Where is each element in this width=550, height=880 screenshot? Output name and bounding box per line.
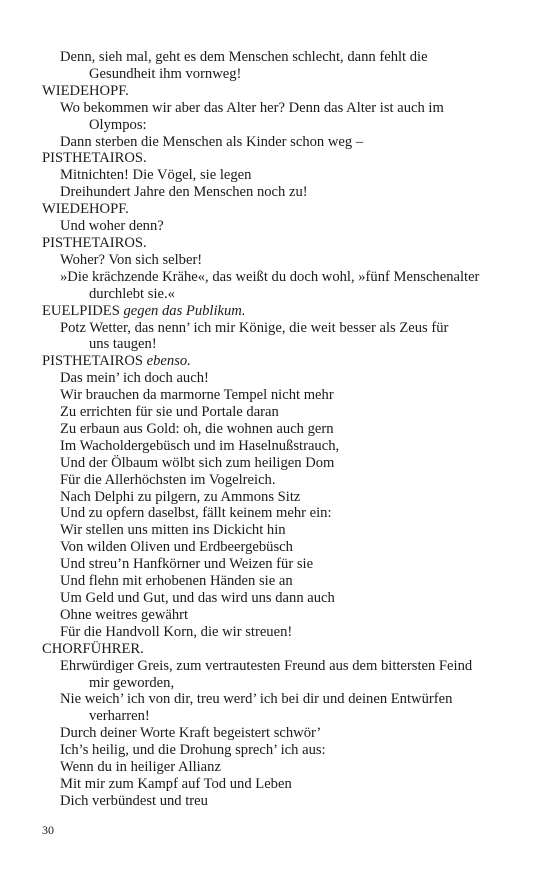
line-text: WIEDEHOPF. xyxy=(42,82,129,99)
line-text: Und flehn mit erhobenen Händen sie an xyxy=(60,573,293,590)
line-text: Durch deiner Worte Kraft begeistert schwör’ xyxy=(60,725,322,742)
line-text: Gesundheit ihm vornweg! xyxy=(89,65,242,82)
speaker-name xyxy=(42,235,522,252)
line-text: Dreihundert Jahre den Menschen noch zu! xyxy=(60,184,308,201)
line-text: Ohne weitres gewährt xyxy=(60,606,189,623)
line-text: PISTHETAIROS. xyxy=(42,234,147,251)
play-text xyxy=(42,49,522,810)
line-text: mir geworden, xyxy=(89,674,175,691)
speaker-name xyxy=(42,201,522,218)
line-text: Im Wacholdergebüsch und im Haselnußstrauch, xyxy=(60,437,340,454)
line-text: Olympos: xyxy=(89,116,147,133)
line-text: Nie weich’ ich von dir, treu werd’ ich bei dir und deinen Entwürfen xyxy=(60,691,453,708)
verse-line xyxy=(42,776,522,793)
line-text: Und woher denn? xyxy=(60,218,164,235)
line-text: WIEDEHOPF. xyxy=(42,201,129,218)
stage-direction: ebenso. xyxy=(146,353,191,370)
verse-line xyxy=(42,455,522,472)
speaker-name xyxy=(42,641,522,658)
speaker-name xyxy=(42,150,522,167)
line-text: Woher? Von sich selber! xyxy=(60,251,203,268)
verse-line xyxy=(42,269,522,286)
verse-line xyxy=(42,438,522,455)
line-text: Dann sterben die Menschen als Kinder schon weg – xyxy=(60,133,364,150)
verse-line xyxy=(42,489,522,506)
line-text: Mitnichten! Die Vögel, sie legen xyxy=(60,167,252,184)
speaker-name xyxy=(42,83,522,100)
line-text: Denn, sieh mal, geht es dem Menschen schlecht, dann fehlt die xyxy=(60,49,428,65)
line-text: Potz Wetter, das nenn’ ich mir Könige, die weit besser als Zeus für xyxy=(60,319,449,336)
verse-line xyxy=(42,573,522,590)
verse-continuation xyxy=(42,117,522,134)
line-text: Dich verbündest und treu xyxy=(60,792,208,809)
verse-line xyxy=(42,793,522,810)
verse-continuation xyxy=(42,336,522,353)
verse-line xyxy=(42,387,522,404)
line-text: »Die krächzende Krähe«, das weißt du doch wohl, »fünf Menschenalter xyxy=(60,268,480,285)
line-text: durchlebt sie.« xyxy=(89,285,175,302)
line-text: PISTHETAIROS xyxy=(42,353,143,370)
line-text: EUELPIDES xyxy=(42,302,120,319)
stage-direction: gegen das Publikum. xyxy=(123,302,246,319)
line-text: CHORFÜHRER. xyxy=(42,640,144,657)
verse-line xyxy=(42,759,522,776)
verse-line xyxy=(42,421,522,438)
line-text: uns taugen! xyxy=(89,336,157,353)
line-text: Zu erbaun aus Gold: oh, die wohnen auch gern xyxy=(60,420,334,437)
verse-line xyxy=(42,100,522,117)
line-text: verharren! xyxy=(89,708,150,725)
line-text: Von wilden Oliven und Erdbeergebüsch xyxy=(60,539,293,556)
page-number: 30 xyxy=(42,823,54,837)
verse-continuation xyxy=(42,66,522,83)
verse-line xyxy=(42,472,522,489)
verse-line xyxy=(42,556,522,573)
verse-line xyxy=(42,539,522,556)
verse-continuation xyxy=(42,286,522,303)
verse-line xyxy=(42,184,522,201)
verse-line xyxy=(42,134,522,151)
verse-line xyxy=(42,49,522,66)
verse-line xyxy=(42,252,522,269)
verse-line xyxy=(42,404,522,421)
line-text: Und streu’n Hanfkörner und Weizen für sie xyxy=(60,556,314,573)
line-text: Und der Ölbaum wölbt sich zum heiligen Dom xyxy=(60,454,335,471)
line-text: Und zu opfern daselbst, fällt keinem mehr ein: xyxy=(60,505,332,522)
verse-continuation xyxy=(42,708,522,725)
verse-line xyxy=(42,742,522,759)
line-text: Wir stellen uns mitten ins Dickicht hin xyxy=(60,522,286,539)
verse-line xyxy=(42,370,522,387)
line-text: Ehrwürdiger Greis, zum vertrautesten Freund aus dem bittersten Feind xyxy=(60,657,473,674)
speaker-name xyxy=(42,353,522,370)
line-text: Für die Handvoll Korn, die wir streuen! xyxy=(60,623,293,640)
verse-line xyxy=(42,590,522,607)
verse-line xyxy=(42,218,522,235)
verse-line xyxy=(42,691,522,708)
line-text: Um Geld und Gut, und das wird uns dann auch xyxy=(60,590,335,606)
verse-line xyxy=(42,658,522,675)
verse-line xyxy=(42,624,522,641)
line-text: Mit mir zum Kampf auf Tod und Leben xyxy=(60,775,292,792)
verse-line xyxy=(42,320,522,337)
verse-line xyxy=(42,725,522,742)
line-text: Das mein’ ich doch auch! xyxy=(60,370,209,387)
verse-line xyxy=(42,167,522,184)
speaker-name xyxy=(42,303,522,320)
line-text: Zu errichten für sie und Portale daran xyxy=(60,404,279,421)
line-text: Wir brauchen da marmorne Tempel nicht mehr xyxy=(60,387,334,404)
verse-line xyxy=(42,607,522,624)
line-text: Für die Allerhöchsten im Vogelreich. xyxy=(60,471,276,488)
line-text: Nach Delphi zu pilgern, zu Ammons Sitz xyxy=(60,488,301,505)
verse-line xyxy=(42,505,522,522)
verse-line xyxy=(42,522,522,539)
line-text: Ich’s heilig, und die Drohung sprech’ ich aus: xyxy=(60,742,326,759)
line-text: Wo bekommen wir aber das Alter her? Denn das Alter ist auch im xyxy=(60,99,444,116)
line-text: Wenn du in heiliger Allianz xyxy=(60,759,221,776)
verse-continuation xyxy=(42,675,522,692)
line-text: PISTHETAIROS. xyxy=(42,150,147,167)
